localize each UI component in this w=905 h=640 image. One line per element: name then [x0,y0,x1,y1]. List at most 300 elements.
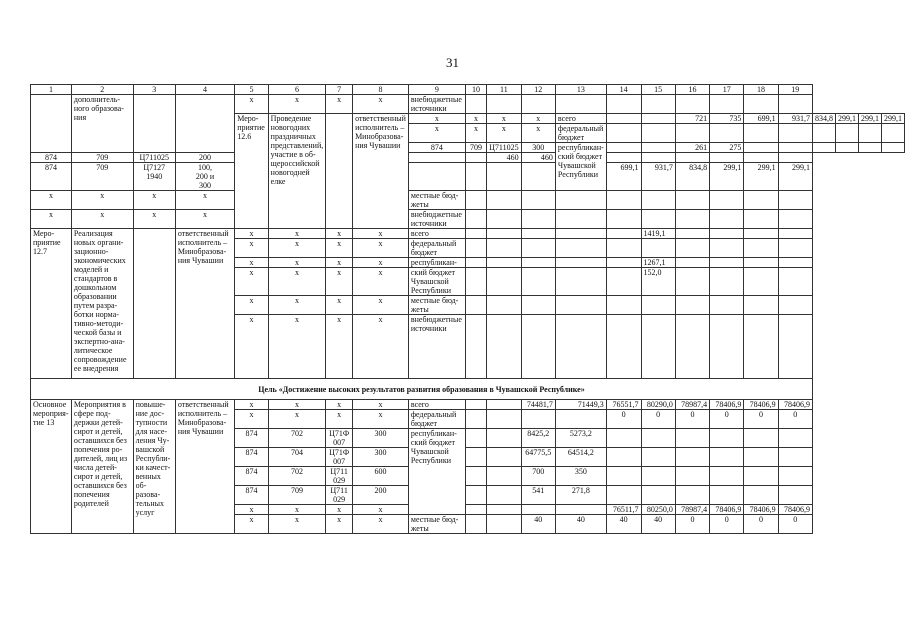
table-cell [778,191,812,210]
table-cell: 702 [268,467,326,486]
table-cell [487,486,521,505]
table-cell: 300 [353,448,409,467]
table-cell [744,296,778,315]
table-cell [813,124,836,143]
table-cell: местные бюд- жеты [408,515,465,534]
table-cell [710,467,744,486]
table-cell [675,153,709,163]
table-cell [521,229,555,239]
column-header: 13 [555,85,606,95]
table-cell: x [465,114,486,124]
table-cell [487,191,521,210]
table-cell: 350 [555,467,606,486]
column-header: 2 [71,85,133,95]
table-cell [606,448,641,467]
table-cell: Ц711025 [133,153,175,163]
table-cell: 460 [521,153,555,163]
table-cell [710,124,744,143]
table-cell [778,467,812,486]
table-cell [606,429,641,448]
table-cell: x [235,258,268,268]
table-cell: x [353,410,409,429]
table-cell [521,191,555,210]
table-cell: 0 [641,410,675,429]
table-cell [555,268,606,296]
table-cell: 64775,5 [521,448,555,467]
table-cell [778,210,812,229]
table-cell [487,95,521,114]
table-cell: x [268,268,326,296]
column-header: 10 [465,85,486,95]
table-cell: 152,0 [641,268,675,296]
table-cell [675,486,709,505]
table-cell [710,296,744,315]
table-cell [606,258,641,268]
table-cell: 704 [268,448,326,467]
table-cell [465,229,486,239]
table-row [31,400,905,410]
table-cell: 300 [353,429,409,448]
table-cell [465,163,486,191]
table-cell: 0 [744,515,778,534]
table-cell [675,268,709,296]
table-cell: x [268,229,326,239]
table-cell: 261 [675,143,709,153]
table-cell: ответственный исполнитель – Минобразова- ния Чувашии [353,114,409,229]
table-cell: 709 [465,143,486,153]
table-cell [487,429,521,448]
table-cell: x [353,258,409,268]
table-cell [641,429,675,448]
table-cell [744,229,778,239]
table-cell [606,486,641,505]
table-cell: 5273,2 [555,429,606,448]
table-cell: 78406,9 [710,505,744,515]
table-cell [465,258,486,268]
table-cell: Реализация новых органи- зационно- экономических моделей и стандартов в дошкольном образовании путем разра- ботки норма- тивно-методи- ческой базы и экспертно-ана- литическое сопровождение ее внедрения [71,229,133,379]
table-cell: x [326,258,353,268]
table-cell: 300 [521,143,555,153]
table-cell: x [268,239,326,258]
table-cell [882,143,905,153]
table-cell [744,95,778,114]
table-cell: федеральный бюджет [408,239,465,258]
table-cell: Ц711025 [487,143,521,153]
table-cell: федеральный бюджет [408,410,465,429]
table-cell [641,296,675,315]
table-cell: x [235,400,268,410]
table-cell: x [326,410,353,429]
table-cell: 874 [235,467,268,486]
table-cell [555,239,606,258]
table-cell [606,315,641,379]
table-cell: 709 [71,163,133,191]
column-header: 18 [744,85,778,95]
table-cell: всего [408,229,465,239]
table-cell [487,163,521,191]
budget-table [30,84,905,534]
table-cell [710,429,744,448]
table-cell: x [235,315,268,379]
table-cell: федеральный бюджет [555,124,606,143]
table-cell: 76551,7 [606,400,641,410]
table-cell: 699,1 [744,114,778,124]
table-cell: 299,1 [744,163,778,191]
table-cell: 78987,4 [675,400,709,410]
table-cell [641,315,675,379]
table-cell [133,229,175,379]
table-cell: республикан- ский бюджет Чувашской Республики [408,429,465,515]
table-cell: x [31,210,72,229]
table-cell [606,153,641,163]
table-cell: 78406,9 [710,400,744,410]
table-cell: 78406,9 [778,505,812,515]
table-cell: 700 [521,467,555,486]
table-cell [555,229,606,239]
table-cell: 874 [235,486,268,505]
table-cell [744,153,778,163]
table-cell [465,486,486,505]
table-cell [606,114,641,124]
table-cell: 200 [353,486,409,505]
table-cell [641,210,675,229]
table-cell: x [268,515,326,534]
table-cell [744,315,778,379]
table-cell: Ц71Ф 007 [326,429,353,448]
table-cell [675,258,709,268]
page-number: 31 [446,55,459,70]
table-cell [487,296,521,315]
table-cell: x [326,400,353,410]
table-cell: 721 [675,114,709,124]
table-cell [778,124,812,143]
table-cell: 299,1 [836,114,859,124]
table-cell: x [465,124,486,143]
table-cell: 71449,3 [555,400,606,410]
table-cell: 874 [31,153,72,163]
table-cell: 8425,2 [521,429,555,448]
table-cell: 460 [487,153,521,163]
table-cell: x [235,515,268,534]
table-cell: 874 [235,448,268,467]
table-cell [521,210,555,229]
table-cell [641,143,675,153]
table-row [31,229,905,239]
table-cell [555,410,606,429]
table-cell [744,429,778,448]
table-cell: x [235,229,268,239]
table-cell [744,258,778,268]
table-cell [487,448,521,467]
table-cell [710,315,744,379]
table-cell [555,505,606,515]
table-row [31,379,905,400]
table-cell: x [408,124,465,143]
column-header: 16 [675,85,709,95]
table-cell: x [326,515,353,534]
table-cell [641,486,675,505]
table-cell [465,410,486,429]
table-cell [133,95,175,153]
table-cell [744,210,778,229]
table-cell [710,239,744,258]
table-cell [641,239,675,258]
table-cell [744,124,778,143]
table-cell [465,400,486,410]
goal-heading: Цель «Достижение высоких результатов развития образования в Чувашской Республике» [31,379,813,400]
table-cell [465,296,486,315]
table-cell [778,296,812,315]
table-cell [675,296,709,315]
table-cell [487,467,521,486]
table-cell: 299,1 [859,114,882,124]
table-cell: 78406,9 [744,505,778,515]
table-cell [641,114,675,124]
table-cell: x [235,410,268,429]
table-cell: 74481,7 [521,400,555,410]
table-cell [555,315,606,379]
table-cell: Ц7127 1940 [133,163,175,191]
table-cell: x [268,95,326,114]
table-cell [675,467,709,486]
table-cell: x [235,505,268,515]
table-cell: 600 [353,467,409,486]
table-cell [606,296,641,315]
table-cell: x [235,239,268,258]
column-header: 5 [235,85,268,95]
table-cell: республикан- ский бюджет Чувашской Республики [555,143,606,191]
column-header: 14 [606,85,641,95]
table-cell: 874 [235,429,268,448]
table-cell [813,143,836,153]
table-cell: x [326,268,353,296]
table-cell [487,315,521,379]
table-cell: 78987,4 [675,505,709,515]
column-header: 15 [641,85,675,95]
table-cell: 40 [641,515,675,534]
table-cell: 0 [744,410,778,429]
table-cell [778,95,812,114]
table-cell [487,229,521,239]
table-cell [465,239,486,258]
table-cell [465,153,486,163]
table-cell: ский бюджет Чувашской Республики [408,268,465,296]
table-cell [744,239,778,258]
table-cell: 931,7 [778,114,812,124]
table-cell: местные бюд- жеты [408,191,465,210]
table-cell [408,163,465,191]
table-cell: 702 [268,429,326,448]
table-cell [606,467,641,486]
table-cell [778,429,812,448]
table-row [31,153,905,163]
table-cell [465,467,486,486]
table-cell [675,210,709,229]
table-cell: ответственный исполнитель – Минобразова- ния Чувашии [175,400,234,534]
table-cell [859,124,882,143]
table-cell: повыше- ние дос- тупности для насе- ления Чу- вашской Республи- ки качест- венных об- разова- тельных услуг [133,400,175,534]
table-cell: 834,8 [675,163,709,191]
table-cell [859,143,882,153]
column-header: 8 [353,85,409,95]
table-cell: x [353,95,409,114]
table-cell: x [353,268,409,296]
table-cell: 709 [268,486,326,505]
table-cell [710,153,744,163]
table-cell: x [326,296,353,315]
table-cell [465,515,486,534]
table-cell: 40 [521,515,555,534]
table-cell [675,229,709,239]
header-row [31,85,905,95]
table-cell [326,114,353,229]
table-cell [744,268,778,296]
table-cell [606,229,641,239]
table-cell [521,268,555,296]
table-cell: x [353,296,409,315]
table-cell [606,95,641,114]
table-cell: x [268,400,326,410]
table-cell [710,258,744,268]
table-cell [744,143,778,153]
table-cell: x [408,114,465,124]
table-cell: x [268,315,326,379]
table-cell: x [31,191,72,210]
table-cell [675,429,709,448]
table-cell [744,486,778,505]
table-cell [31,95,72,153]
column-header: 4 [175,85,234,95]
table-cell [675,239,709,258]
table-cell: x [326,505,353,515]
table-cell [487,210,521,229]
table-cell [521,296,555,315]
table-cell [555,210,606,229]
column-header: 19 [778,85,812,95]
table-cell [606,191,641,210]
column-header: 3 [133,85,175,95]
table-cell [465,315,486,379]
table-cell [175,95,234,153]
column-header: 9 [408,85,465,95]
table-cell: Проведение новогодних праздничных представлений, участие в об- щероссийской новогодней елке [268,114,326,229]
table-cell [675,124,709,143]
table-cell [555,191,606,210]
table-cell: Ц711 029 [326,467,353,486]
table-row [31,191,905,210]
table-cell [487,515,521,534]
table-cell: x [175,191,234,210]
table-cell [778,153,812,163]
table-cell [555,258,606,268]
table-cell: x [268,296,326,315]
table-cell: всего [408,400,465,410]
table-cell: 931,7 [641,163,675,191]
table-cell [606,210,641,229]
column-header: 12 [521,85,555,95]
table-cell: 76511,7 [606,505,641,515]
table-cell: 541 [521,486,555,505]
table-cell [744,448,778,467]
table-cell [744,191,778,210]
table-row [31,210,905,229]
table-cell: всего [555,114,606,124]
table-cell [675,315,709,379]
table-cell [710,486,744,505]
table-body [31,95,905,534]
table-cell [465,268,486,296]
table-cell [487,239,521,258]
table-cell [521,315,555,379]
table-cell [710,95,744,114]
table-cell: 874 [31,163,72,191]
table-cell [778,258,812,268]
table-cell [521,258,555,268]
table-cell [641,191,675,210]
table-cell [606,268,641,296]
table-cell: x [487,124,521,143]
table-cell: 271,8 [555,486,606,505]
table-cell: x [521,124,555,143]
table-row [31,163,905,191]
table-cell [836,143,859,153]
table-cell [487,268,521,296]
table-cell: 100, 200 и 300 [175,163,234,191]
table-cell [641,124,675,143]
table-cell: 299,1 [778,163,812,191]
table-cell: x [521,114,555,124]
table-cell [675,95,709,114]
column-header: 1 [31,85,72,95]
column-header: 6 [268,85,326,95]
table-cell [710,229,744,239]
table-cell: 0 [606,410,641,429]
table-cell [555,95,606,114]
table-cell: 78406,9 [744,400,778,410]
table-cell [487,400,521,410]
table-cell: внебюджетные источники [408,315,465,379]
table-cell: 80290,0 [641,400,675,410]
table-cell [675,448,709,467]
table-cell: 275 [710,143,744,153]
table-cell: 299,1 [882,114,905,124]
table-cell: x [235,296,268,315]
table-cell [710,448,744,467]
table-cell: 0 [710,515,744,534]
table-cell: x [71,210,133,229]
table-cell [836,124,859,143]
table-cell: x [175,210,234,229]
table-cell [521,163,555,191]
table-cell: 1267,1 [641,258,675,268]
table-cell: x [326,95,353,114]
table-cell [487,258,521,268]
table-cell [778,143,812,153]
table-cell: 200 [175,153,234,163]
table-cell [408,153,465,163]
table-cell: x [235,268,268,296]
table-cell [778,448,812,467]
table-cell: x [353,515,409,534]
table-cell: x [326,315,353,379]
table-cell [521,410,555,429]
table-cell: Меро- приятие 12.7 [31,229,72,379]
table-cell: 1419,1 [641,229,675,239]
table-cell [675,191,709,210]
table-cell: Мероприятия в сфере под- держки детей- сирот и детей, оставшихся без попечения ро- дителей, лиц из числа детей- сирот и детей, оставшихся без попечения родителей [71,400,133,534]
table-cell [882,124,905,143]
table-cell: x [326,229,353,239]
